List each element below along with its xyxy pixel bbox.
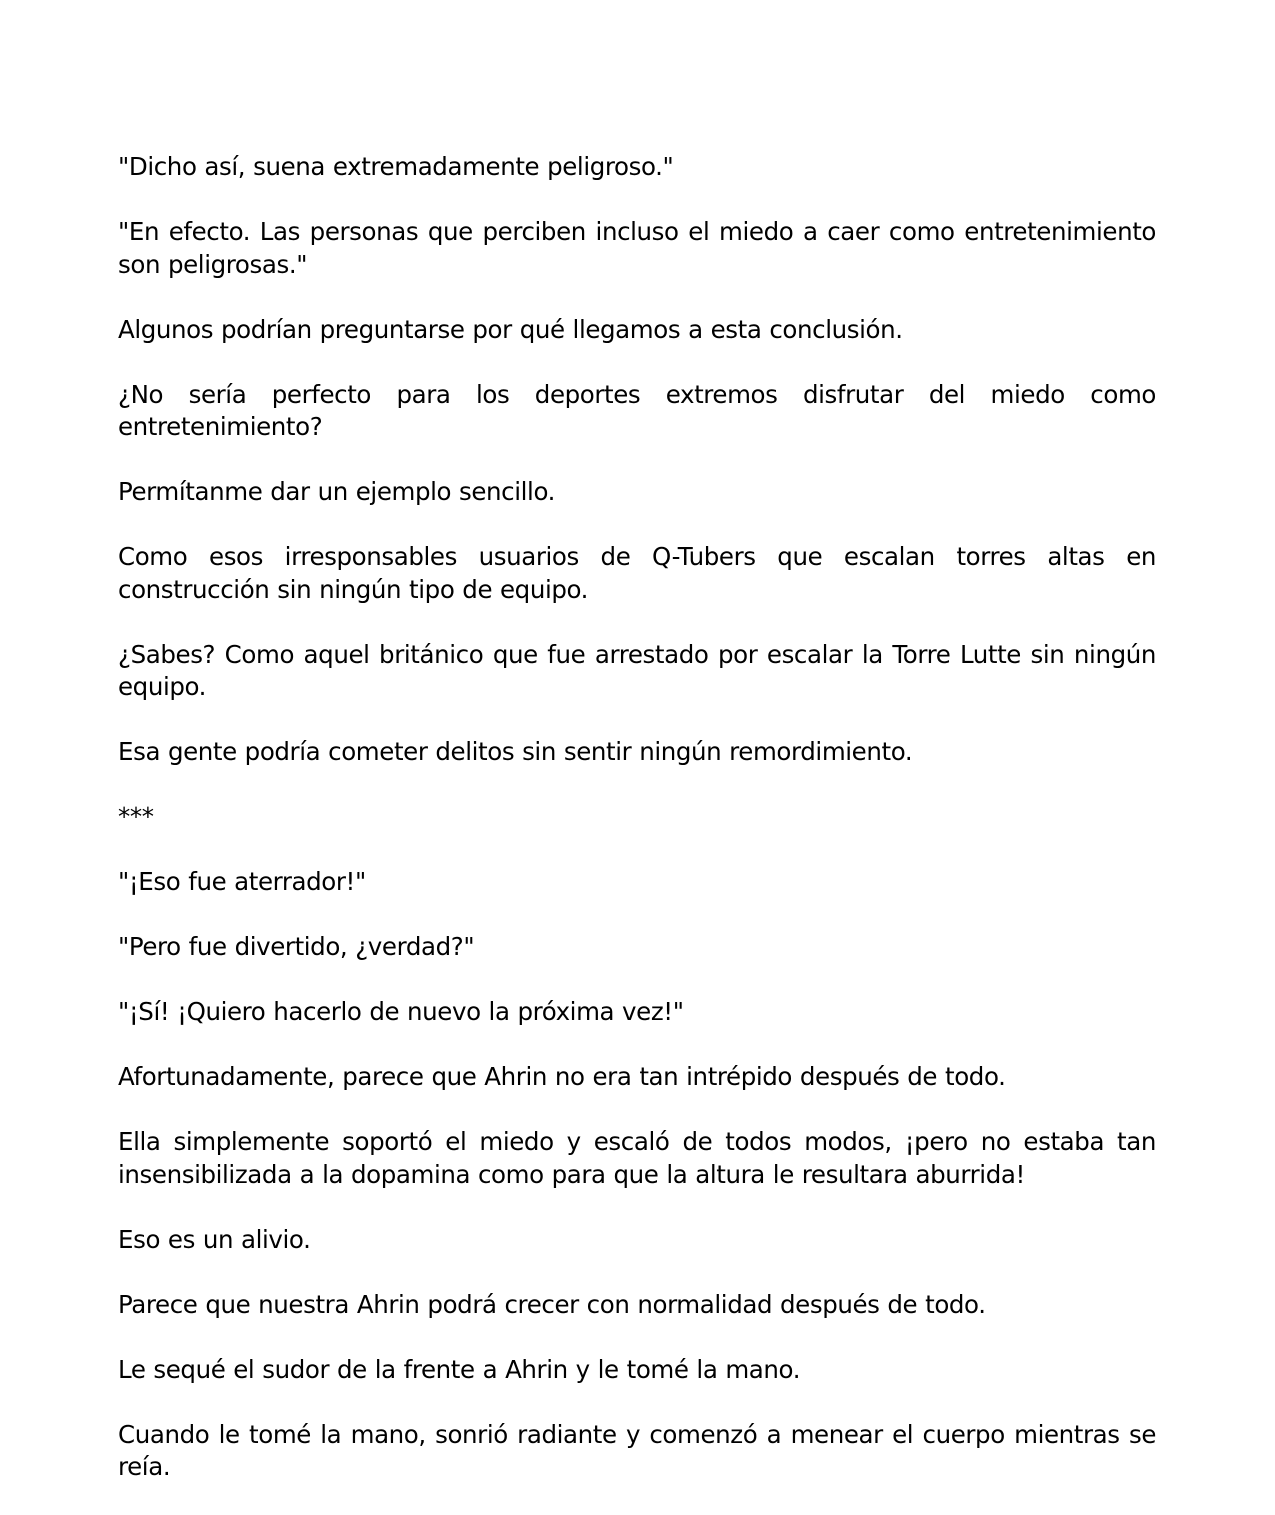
paragraph: Afortunadamente, parece que Ahrin no era tan intrépido después de todo. [118,1062,1006,1091]
paragraph: Ella simplemente soportó el miedo y escaló de todos modos, ¡pero no estaba tan insensibilizada a la dopamina como para que la altura le resultara aburrida! [118,1127,1156,1189]
paragraph: Cuando le tomé la mano, sonrió radiante y comenzó a menear el cuerpo mientras se reía. [118,1419,1156,1481]
paragraph: "Pero fue divertido, ¿verdad?" [118,932,475,961]
paragraph: "En efecto. Las personas que perciben incluso el miedo a caer como entretenimiento son peligrosas." [118,217,1156,279]
paragraph: "¡Sí! ¡Quiero hacerlo de nuevo la próxima vez!" [118,997,684,1026]
paragraph: "Dicho así, suena extremadamente peligroso." [118,152,674,181]
paragraph: Le sequé el sudor de la frente a Ahrin y le tomé la mano. [118,1354,801,1384]
paragraph: Eso es un alivio. [118,1224,311,1254]
paragraph: Algunos podrían preguntarse por qué llegamos a esta conclusión. [118,314,903,344]
document-page [118,151,1156,1484]
paragraph: Como esos irresponsables usuarios de Q-Tubers que escalan torres altas en construcción sin ningún tipo de equipo. [118,542,1156,604]
paragraph: ¿No sería perfecto para los deportes extremos disfrutar del miedo como entretenimiento? [118,379,1156,441]
paragraph: ¿Sabes? Como aquel británico que fue arrestado por escalar la Torre Lutte sin ningún equipo. [118,639,1156,701]
paragraph: Permítanme dar un ejemplo sencillo. [118,477,555,506]
scene-break: *** [118,802,154,831]
paragraph: Parece que nuestra Ahrin podrá crecer con normalidad después de todo. [118,1289,986,1319]
paragraph: "¡Eso fue aterrador!" [118,867,366,896]
paragraph: Esa gente podría cometer delitos sin sentir ningún remordimiento. [118,737,913,766]
